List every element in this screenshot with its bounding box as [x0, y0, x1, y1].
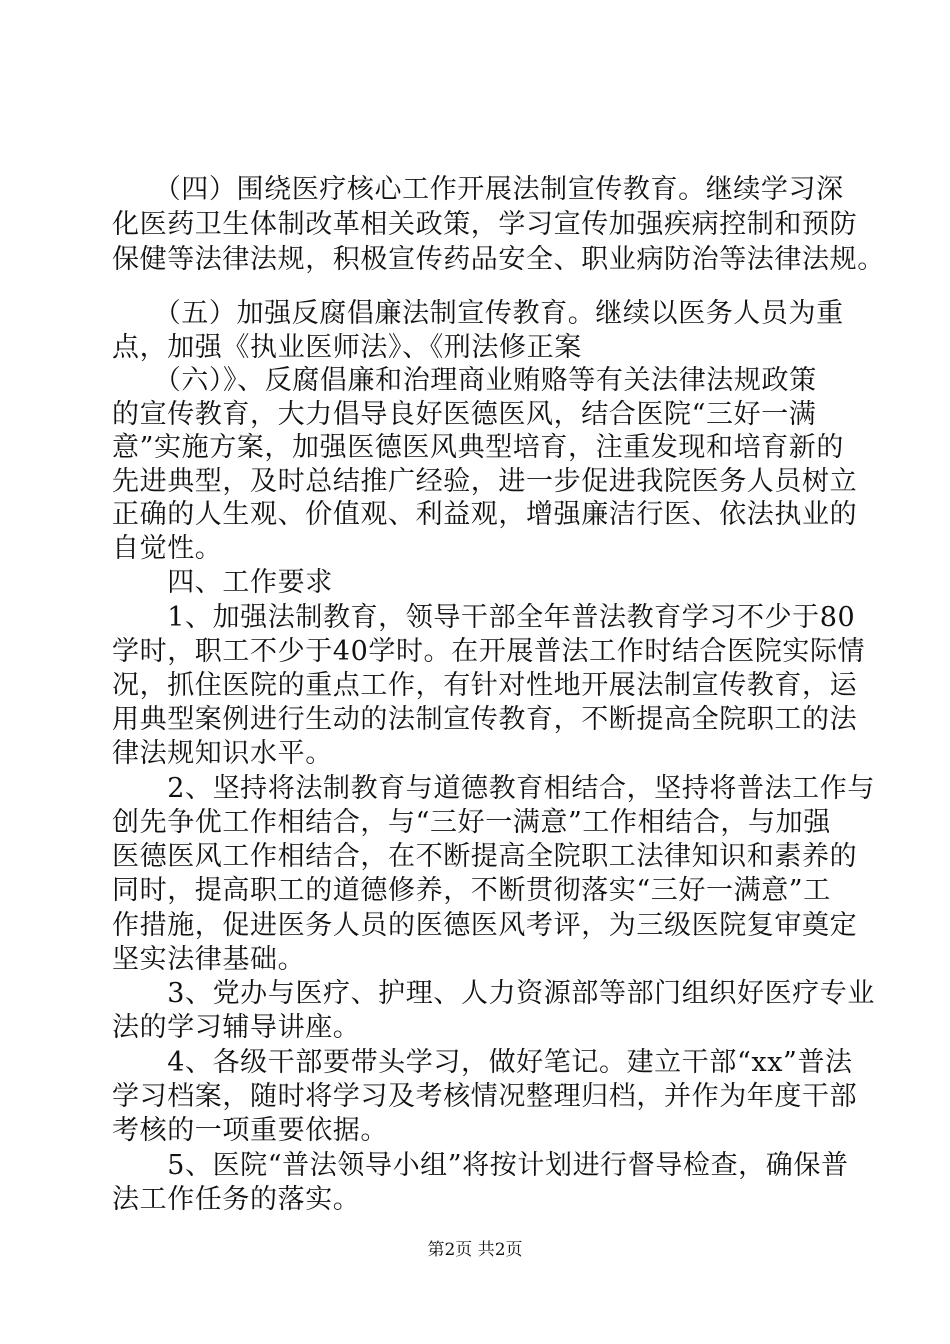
text-line: 同时，提高职工的道德修养，不断贯彻落实“三好一满意”工 — [112, 875, 831, 906]
text-line: 保健等法律法规，积极宣传药品安全、职业病防治等法律法规。 — [112, 244, 885, 275]
text-line: 3、党办与医疗、护理、人力资源部等部门组织好医疗专业 — [112, 978, 875, 1009]
text-line: 考核的一项重要依据。 — [112, 1115, 388, 1146]
page-number-footer: 第2页 共2页 — [427, 1240, 523, 1260]
text-line: 学习档案，随时将学习及考核情况整理归档，并作为年度干部 — [112, 1081, 858, 1112]
text-line: 用典型案例进行生动的法制宣传教育，不断提高全院职工的法 — [112, 704, 858, 735]
text-line: 1、加强法制教育，领导干部全年普法教育学习不少于80 — [112, 602, 856, 633]
text-line: 5、医院“普法领导小组”将按计划进行督导检查，确保普 — [112, 1150, 849, 1181]
text-line: （六）》、反腐倡廉和治理商业贿赂等有关法律法规政策 — [112, 365, 817, 396]
text-line: 况，抓住医院的重点工作，有针对性地开展法制宣传教育，运 — [112, 670, 858, 701]
text-line: 坚实法律基础。 — [112, 944, 306, 975]
text-line: 化医药卫生体制改革相关政策，学习宣传加强疾病控制和预防 — [112, 209, 858, 240]
text-line: （五）加强反腐倡廉法制宣传教育。继续以医务人员为重 — [112, 298, 844, 329]
text-line: 2、坚持将法制教育与道德教育相结合，坚持将普法工作与 — [112, 773, 875, 804]
text-line: 的宣传教育，大力倡导良好医德医风，结合医院“三好一满 — [112, 399, 817, 430]
text-line: 创先争优工作相结合，与“三好一满意”工作相结合，与加强 — [112, 807, 831, 838]
text-line: 学时，职工不少于40学时。在开展普法工作时结合医院实际情 — [112, 636, 866, 667]
text-line: 4、各级干部要带头学习，做好笔记。建立干部“xx”普法 — [112, 1047, 853, 1078]
text-line: 先进典型，及时总结推广经验，进一步促进我院医务人员树立 — [112, 466, 858, 497]
text-line: 意”实施方案，加强医德医风典型培育，注重发现和培育新的 — [112, 432, 845, 463]
text-line: （四）围绕医疗核心工作开展法制宣传教育。继续学习深 — [112, 174, 844, 205]
text-line: 作措施，促进医务人员的医德医风考评，为三级医院复审奠定 — [112, 910, 858, 941]
text-line: 自觉性。 — [112, 533, 223, 564]
text-line: 医德医风工作相结合，在不断提高全院职工法律知识和素养的 — [112, 841, 858, 872]
text-line: 正确的人生观、价值观、利益观，增强廉洁行医、依法执业的 — [112, 499, 858, 530]
text-line: 法的学习辅导讲座。 — [112, 1012, 361, 1043]
text-line: 法工作任务的落实。 — [112, 1184, 361, 1215]
text-line: 律法规知识水平。 — [112, 738, 333, 769]
section-heading: 四、工作要求 — [112, 567, 333, 598]
text-line: 点，加强《执业医师法》、《刑法修正案 — [112, 332, 582, 363]
